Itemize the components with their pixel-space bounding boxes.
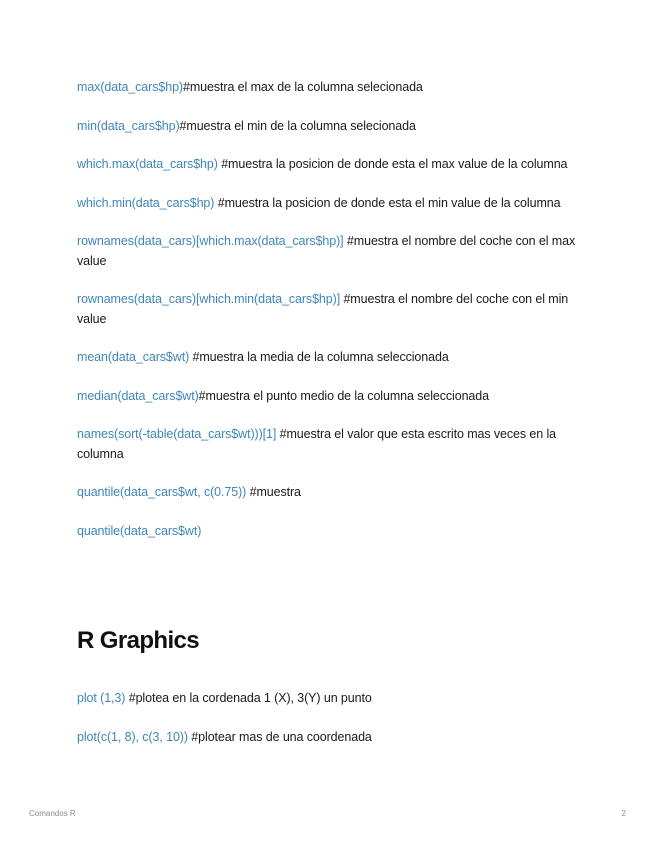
code-snippet: plot(c(1, 8), c(3, 10)) [77,729,188,744]
command-line [77,483,577,503]
code-comment: #muestra la media de la columna seleccionada [189,350,449,364]
code-comment: #muestra el valor que esta escrito mas veces en la columna [77,427,557,461]
code-snippet: mean(data_cars$wt) [77,350,190,364]
code-comment: #muestra el nombre del coche con el min value [77,292,569,326]
command-line [77,194,577,214]
code-snippet: rownames(data_cars)[which.max(data_cars$hp)] [77,234,344,248]
command-line [77,117,577,137]
code-comment: #plotea en la cordenada 1 (X), 3(Y) un punto [125,691,372,705]
command-line [77,290,577,329]
command-line [77,522,577,542]
code-comment: #muestra la posicion de donde esta el max value de la columna [217,157,568,171]
code-comment: #plotear mas de una coordenada [187,729,372,744]
code-comment: #muestra el nombre del coche con el max value [77,234,576,268]
code-comment: #muestra la posicion de donde esta el min value de la columna [214,195,561,210]
code-comment: #muestra el punto medio de la columna seleccionada [198,388,489,403]
code-snippet: max(data_cars$hp) [77,80,183,94]
command-line [77,78,577,98]
graphics-commands-list [77,689,577,766]
code-snippet: plot (1,3) [77,691,126,705]
code-snippet: min(data_cars$hp) [77,118,180,133]
command-line [77,728,577,748]
code-snippet: rownames(data_cars)[which.min(data_cars$hp)] [77,292,341,306]
section-heading: R Graphics [77,627,200,654]
code-snippet: names(sort(-table(data_cars$wt)))[1] [77,427,277,441]
command-line [77,232,577,271]
code-comment: #muestra el min de la columna selecionada [179,118,416,133]
code-snippet: median(data_cars$wt) [77,388,199,403]
command-line [77,348,577,368]
code-snippet: quantile(data_cars$wt, c(0.75)) [77,485,247,499]
footer-page-number: 2 [621,809,626,818]
command-line [77,155,577,175]
command-line [77,425,577,464]
command-line [77,387,577,407]
code-snippet: which.min(data_cars$hp) [77,195,215,210]
code-snippet: which.max(data_cars$hp) [77,157,218,171]
footer-document-title: Comandos R [29,809,76,818]
code-snippet: quantile(data_cars$wt) [77,523,202,538]
command-line [77,689,577,709]
commands-list [77,78,577,560]
code-comment: #muestra el max de la columna selecionada [183,80,423,94]
code-comment: #muestra [246,485,301,499]
